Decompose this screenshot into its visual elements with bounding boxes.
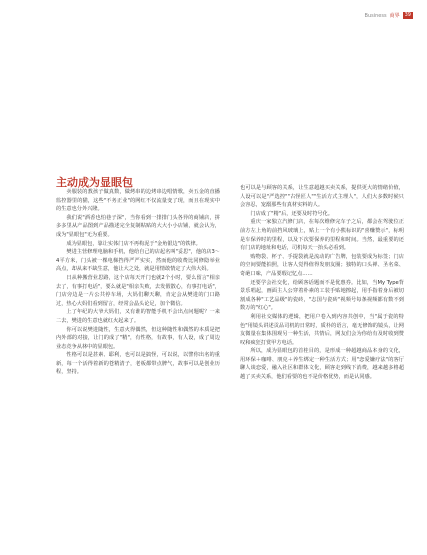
paragraph: 还要学会社交化，给顾客话题而不是优惠券。比如，当My Type背景乐唱起，画面主人公穿着朴素的工装手贴地擦起，用手指着身后被切割成各种"工艺品级"的瓷砖，"志国与瓷砖"视频号每条视频都有数不到数万的"红心"。 (240, 279, 404, 312)
paragraph: 重庆一家独立汽修门店，在每次维修完车子之后，都会在驾驶位正前方左上角的前挡风玻璃上，贴上一个有小熊标识的"喜赚赞示"，标明是车保养时的里程，以及下次要保养的里程和时间。当然，最重要的还有门店的地址和电话，司机每天一抬头必看到。 (240, 219, 404, 252)
paragraph: 利用社交媒体的逻辑，把用户卷入到内容共创中，当"属于瓷的特色"用镜头讲述贡品司机的日常时，质朴的语言，毫无修饰的镜头，让网友微量在集体围观另一种生活，共情后，网友们会为你给有及时收到赞叹和疯狂打赏甲方电话。 (240, 313, 404, 346)
paragraph: 你可以说樊进随性，生意火得偶然，但这种随性和偶然的本质是把内外部的对接，让门的成了"精"，有性格，有故事，有人设，成了周边业态竞争从林中的显眼包。 (56, 326, 220, 350)
paragraph: 卖服装的教孩子做真数，做烤串的边烤串边唱情歌，卖五金的直播监控器里的猫，这些"不务正业"的网红不仅流量变了现，而且在现实中的生意也分外兴隆。 (56, 189, 220, 213)
brand-label: Business (364, 12, 387, 19)
paragraph: 也可以是与顾客的关系，让生意超越买卖关系，提供更大的情绪价值，人设可以是"严选控""古怪匠人""生活方式主理人"，人们大多数时候只会容忍，宠溺那些有真材实料的人。 (240, 185, 404, 209)
paragraph: 门店成了"精"后，还要及时符号化。 (250, 210, 333, 217)
paragraph: 日从种搬营业思路，这个店每天开门也就2个小时，要么留言"相亲去了，有事打电话"，要么就是"相亲失败，去发假散心，有事打电话"，门店旁边是一片公共停车场，大妈们聊天聊，肯定会从樊进的门口路过，热心大妈们看到留言，经常会晶头论足，加个微信。 (56, 274, 220, 307)
page-number: 39 (404, 12, 411, 18)
paragraph: 购物袋、杯子、手提袋就是流动的广告牌，包装要成为标签；门店的空间要能拍照，让客人觉得值得发朋友圈；独特的口头禅、圣名菜、奇葩口味，产品要瑕记忆点…… (240, 253, 404, 277)
right-column (240, 184, 404, 382)
paragraph: 上了年纪的大爷大妈们，又有谁的智能手机不会出点问题呢？一来二去，樊进的生意也就红火起来了。 (56, 309, 220, 324)
paragraph: 我们说"酒香也怕巷子深"，当你看到一排排门头各异的商铺店，拼多多里从产品图到产品描述完全复制粘贴的大大小小店铺，就会认为，成为"显眼包"无为重要。 (56, 214, 220, 238)
paragraph: 成为显眼包，靠让实体门店不再构泥于"金角银边"的铁律。 (66, 240, 201, 247)
page-header (365, 12, 413, 19)
paragraph: 性格可以是甚素、耶利，也可以是搞怪，可以说，以譬你出名的重新，每一个活得着新的苍精清子，老板都带点脾气，故事可以是创业历程，坚持。 (56, 352, 220, 376)
paragraph: 所以，成为显眼包的首桂目的，是形成一种超越商品本身的文化，用环保＋咖啡、朋克＋养生绑定一种生活方式；用"恋爱嫌疗法"的客厅聊人谈恋爱，融入社区和群体文化，顾客走到线下消费，越来越多格超越了买卖关系，他们看要的也不是价格优势，而是认同感。 (240, 348, 404, 381)
left-column (56, 188, 220, 377)
article-title: 主动成为显眼包 (56, 176, 133, 189)
paragraph: 樊进主营修理电脑和手机，他给自己的店起名叫"妥思"，他的店3～4平方米，门头被一棵电梯挡得严严实实，然而他的收费比同修隐举业高点，却从来不缺生意，他让大之处，就是用情敢情定了大伟大妈。 (56, 249, 220, 273)
section-label: 商界 (389, 13, 400, 19)
